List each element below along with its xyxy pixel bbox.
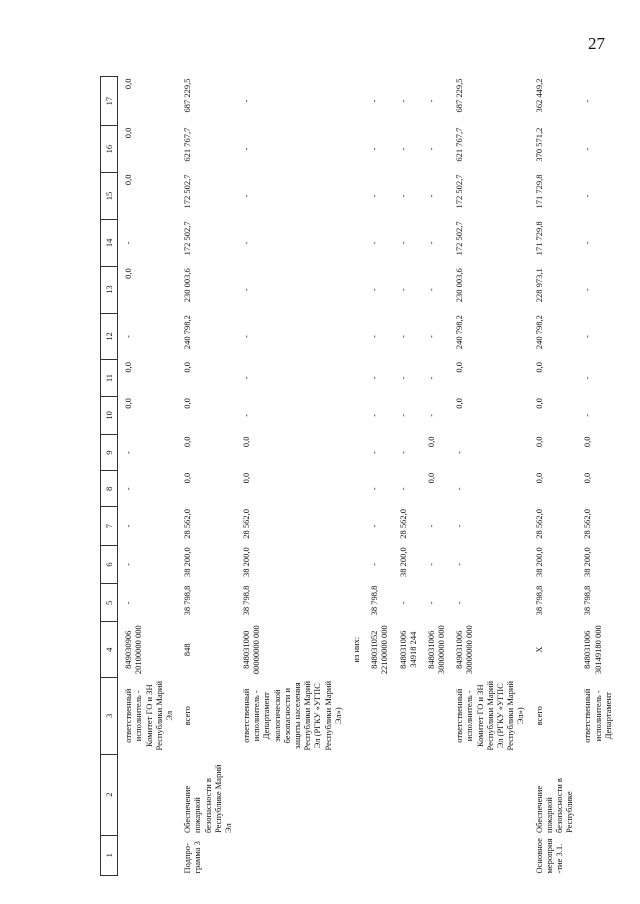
table-cell-col-4: 848031052 22100000 000 (369, 625, 390, 675)
table-cell-col-1 (118, 835, 177, 875)
table-cell-col-8 (346, 471, 364, 507)
table-cell-col-6 (346, 545, 364, 583)
column-header: 9 (101, 435, 118, 471)
table-cell-col-13: - (582, 288, 593, 292)
table-cell-col-9: 0,0 (533, 436, 544, 448)
column-header: 6 (101, 545, 118, 583)
column-header: 3 (101, 677, 118, 754)
table-cell-col-6: 38 200,0 (397, 547, 408, 578)
table-cell-col-11: - (369, 376, 380, 380)
table-cell-col-3: ответственный исполнитель - Департамент экологической безопасности и защиты населения Республики Марий Эл (РГКУ «УГПС Республики Марий Эл») (241, 681, 343, 751)
column-header: 12 (101, 313, 118, 360)
table-cell-col-6: - (454, 563, 465, 566)
table-cell-col-7: 28 562,0 (241, 508, 252, 539)
column-header: 14 (101, 219, 118, 266)
table-cell-col-4: 848031006 30000000 000 (425, 625, 447, 675)
table-cell-col-7: - (123, 524, 134, 528)
table-cell-col-6: 38 200,0 (582, 547, 593, 578)
table-cell-col-5: 38 798,8 (369, 585, 380, 616)
table-cell-col-15: - (582, 194, 593, 198)
column-header: 13 (101, 266, 118, 313)
table-cell-col-13: 0,0 (123, 268, 134, 279)
table-cell-col-14: 172 502,7 (454, 221, 465, 256)
table-cell-col-7: - (454, 524, 465, 528)
table-cell-col-5: - (454, 601, 465, 605)
table-row (393, 77, 421, 876)
table-cell-col-5: - (397, 601, 408, 605)
table-cell-col-11: - (425, 376, 436, 380)
table-cell-col-9: 0,0 (182, 436, 193, 448)
table-cell-col-9: - (369, 451, 380, 455)
table-cell-col-10: 0,0 (533, 398, 544, 409)
table-cell-col-12: - (123, 335, 134, 338)
table-cell-col-1 (364, 835, 392, 875)
table-cell-col-8: 0,0 (533, 472, 544, 484)
table-cell-col-7 (346, 507, 364, 545)
table-cell-col-4: 849030906 20100000 000 (123, 625, 144, 675)
table-row (449, 77, 528, 876)
budget-table (100, 76, 616, 876)
table-cell-col-7: 28 562,0 (533, 508, 544, 539)
table-cell-col-17: - (425, 99, 436, 103)
table-cell-col-17: - (369, 99, 380, 103)
table-cell-col-14: - (397, 241, 408, 245)
table-cell-col-14: - (123, 241, 134, 245)
table-cell-col-1 (236, 835, 346, 875)
table-cell-col-14: 171 729,8 (533, 221, 544, 256)
table-cell-col-16: 621 767,7 (454, 127, 465, 162)
table-cell-col-11: 0,0 (123, 361, 134, 373)
table-row (346, 77, 364, 876)
table-row (236, 77, 346, 876)
table-cell-col-10: - (425, 413, 436, 417)
table-cell-col-12: 240 798,2 (454, 315, 465, 350)
table-cell-col-10: - (369, 413, 380, 417)
table-cell-col-1: Основное мероприя-тие 3.1. (533, 838, 564, 874)
table-cell-col-11 (346, 360, 364, 396)
table-cell-col-2 (364, 754, 392, 835)
header-row (101, 77, 118, 876)
table-cell-col-8: 0,0 (182, 472, 193, 484)
table-cell-col-3 (364, 677, 392, 754)
table-cell-col-10: 0,0 (454, 398, 465, 409)
table-cell-col-7: 28 562,0 (582, 508, 593, 539)
table-cell-col-12: - (369, 335, 380, 338)
table-cell-col-16: 370 571,2 (533, 127, 544, 162)
table-cell-col-17 (346, 77, 364, 126)
table-cell-col-16 (346, 126, 364, 173)
table-cell-col-10: - (582, 413, 593, 417)
column-header: 7 (101, 507, 118, 545)
table-cell-col-5: 38 798,8 (533, 585, 544, 616)
table-cell-col-12 (346, 313, 364, 360)
table-cell-col-8: - (369, 487, 380, 491)
table-cell-col-17: 0,0 (123, 78, 134, 90)
table-cell-col-3: всего (533, 706, 544, 726)
column-header: 15 (101, 173, 118, 220)
table-cell-col-11: - (241, 376, 252, 380)
table-cell-col-7: 28 562,0 (397, 508, 408, 539)
table-cell-col-11: - (582, 376, 593, 380)
table-cell-col-12: - (425, 335, 436, 338)
table-cell-col-2 (577, 754, 616, 835)
table-cell-col-13 (346, 266, 364, 313)
table-row (118, 77, 177, 876)
table-cell-col-15: - (397, 194, 408, 198)
table-cell-col-15: - (241, 194, 252, 198)
table-cell-col-4: X (533, 646, 544, 653)
table-cell-col-11: 0,0 (454, 361, 465, 373)
table-cell-col-12: - (582, 335, 593, 338)
page-number: 27 (588, 34, 605, 53)
table-cell-col-5: 38 798,8 (582, 585, 593, 616)
table-cell-col-8: 0,0 (241, 472, 252, 484)
table-cell-col-9: 0,0 (425, 436, 436, 448)
table-cell-col-12: 240 798,2 (533, 315, 544, 350)
column-header: 4 (101, 622, 118, 677)
table-cell-col-16: - (582, 147, 593, 151)
table-cell-col-7: - (425, 524, 436, 528)
table-cell-col-4: 848031006 34918 244 (397, 630, 418, 669)
table-cell-col-12: - (241, 335, 252, 338)
table-cell-col-17: - (397, 99, 408, 103)
table-cell-col-6: 38 200,0 (182, 547, 193, 578)
table-cell-col-5: 38 798,8 (241, 585, 252, 616)
table-cell-col-14: - (241, 241, 252, 245)
table-cell-col-6: 38 200,0 (241, 547, 252, 578)
table-cell-col-17: 687 229,5 (454, 78, 465, 113)
table-cell-col-10: - (241, 413, 252, 417)
table-cell-col-9: 0,0 (582, 436, 593, 448)
table-cell-col-16: - (241, 147, 252, 151)
table-cell-col-3: ответственный исполнитель - Комитет ГО и ЗН Республики Марий Эл (123, 681, 174, 751)
table-cell-col-6: - (123, 563, 134, 566)
table-cell-col-15 (346, 173, 364, 220)
table-cell-col-17: 362 449,2 (533, 78, 544, 113)
column-header: 5 (101, 584, 118, 622)
table-cell-col-11: 0,0 (182, 361, 193, 373)
table-cell-col-8: - (123, 487, 134, 491)
table-cell-col-14 (346, 219, 364, 266)
table-cell-col-13: - (241, 288, 252, 292)
table-cell-col-9: - (123, 451, 134, 455)
table-cell-col-6: - (369, 563, 380, 566)
table-cell-col-10: 0,0 (182, 398, 193, 409)
table-cell-col-16: 621 767,7 (182, 127, 193, 162)
table-cell-col-5: - (123, 601, 134, 605)
table-cell-col-9: 0,0 (241, 436, 252, 448)
table-cell-col-13: - (397, 288, 408, 292)
table-cell-col-15: 0,0 (123, 174, 134, 186)
table-row (177, 77, 236, 876)
table-cell-col-9: - (397, 451, 408, 455)
table-row (421, 77, 449, 876)
table-cell-col-2 (393, 754, 421, 835)
table-cell-col-9: - (454, 451, 465, 455)
table-cell-col-2 (118, 754, 177, 835)
table-cell-col-9 (346, 435, 364, 471)
column-header: 17 (101, 77, 118, 126)
table-cell-col-3: ответственный исполнитель - Комитет ГО и ЗН Республики Марий Эл (РГКУ «УГПС Республики Марий Эл») (454, 681, 526, 751)
table-row (364, 77, 392, 876)
table-cell-col-16: - (425, 147, 436, 151)
column-header: 1 (101, 835, 118, 875)
table-cell-col-13: - (425, 288, 436, 292)
table-cell-col-3 (346, 677, 364, 754)
table-cell-col-14: - (425, 241, 436, 245)
table-cell-col-7: - (369, 524, 380, 528)
table-cell-col-1 (393, 835, 421, 875)
table-cell-col-1 (449, 835, 528, 875)
table-cell-col-4: 849031006 30000000 000 (454, 625, 475, 675)
table-cell-col-4: 848031000 00000000 000 (241, 625, 262, 675)
table-cell-col-6: - (425, 563, 436, 566)
table-cell-col-14: - (582, 241, 593, 245)
table-cell-col-15: 172 502,7 (454, 174, 465, 209)
column-header: 11 (101, 360, 118, 396)
table-cell-col-3 (421, 677, 449, 754)
table-cell-col-2 (236, 754, 346, 835)
table-cell-col-4: 848 (182, 643, 193, 657)
table-cell-col-2 (449, 754, 528, 835)
table-cell-col-17: - (241, 99, 252, 103)
table-row (529, 77, 578, 876)
table-cell-col-4: из них: (350, 636, 361, 663)
table-row (577, 77, 616, 876)
column-header: 10 (101, 396, 118, 434)
table-cell-col-13: - (369, 288, 380, 292)
table-cell-col-16: 0,0 (123, 127, 134, 139)
table-cell-col-13: 230 003,6 (454, 268, 465, 303)
table-cell-col-17: - (582, 99, 593, 103)
table-cell-col-10: 0,0 (123, 398, 134, 409)
column-header: 8 (101, 471, 118, 507)
table-cell-col-15: 171 729,8 (533, 174, 544, 209)
table-cell-col-10: - (397, 413, 408, 417)
table-cell-col-3: ответственный исполнитель - Департамент (582, 688, 613, 743)
table-cell-col-1 (346, 835, 364, 875)
table-cell-col-5 (346, 584, 364, 622)
table-cell-col-3: всего (182, 706, 193, 726)
table-cell-col-8: - (454, 487, 465, 491)
table-cell-col-8: - (397, 487, 408, 491)
table-cell-col-1: Подпро-грамма 3 (182, 841, 203, 874)
table-cell-col-2: Обеспечение пожарной безопасности в Республике (533, 778, 575, 834)
table-cell-col-11: - (397, 376, 408, 380)
table-cell-col-10 (346, 396, 364, 434)
table-cell-col-4: 848031006 30149180 000 (582, 625, 603, 675)
table-cell-col-11: 0,0 (533, 361, 544, 373)
table-cell-col-8: 0,0 (582, 472, 593, 484)
table-cell-col-2 (346, 754, 364, 835)
table-cell-col-1 (577, 835, 616, 875)
table-cell-col-16: - (369, 147, 380, 151)
table-cell-col-6: 38 200,0 (533, 547, 544, 578)
table-cell-col-12: 240 798,2 (182, 315, 193, 350)
rotated-table-container (100, 76, 612, 876)
table-cell-col-13: 230 003,6 (182, 268, 193, 303)
column-header: 2 (101, 754, 118, 835)
table-cell-col-15: - (369, 194, 380, 198)
table-cell-col-17: 687 229,5 (182, 78, 193, 113)
table-cell-col-12: - (397, 335, 408, 338)
table-cell-col-8: 0,0 (425, 472, 436, 484)
table-cell-col-5: 38 798,8 (182, 585, 193, 616)
table-cell-col-2 (421, 754, 449, 835)
table-cell-col-7: 28 562,0 (182, 508, 193, 539)
table-cell-col-15: - (425, 194, 436, 198)
table-cell-col-2: Обеспечение пожарной безопасности в Республике Марий Эл (182, 764, 233, 834)
table-cell-col-1 (421, 835, 449, 875)
table-cell-col-5: - (425, 601, 436, 605)
table-cell-col-16: - (397, 147, 408, 151)
table-cell-col-14: - (369, 241, 380, 245)
table-cell-col-15: 172 502,7 (182, 174, 193, 209)
table-cell-col-3 (393, 677, 421, 754)
table-cell-col-13: 228 973,1 (533, 268, 544, 303)
table-cell-col-14: 172 502,7 (182, 221, 193, 256)
column-header: 16 (101, 126, 118, 173)
